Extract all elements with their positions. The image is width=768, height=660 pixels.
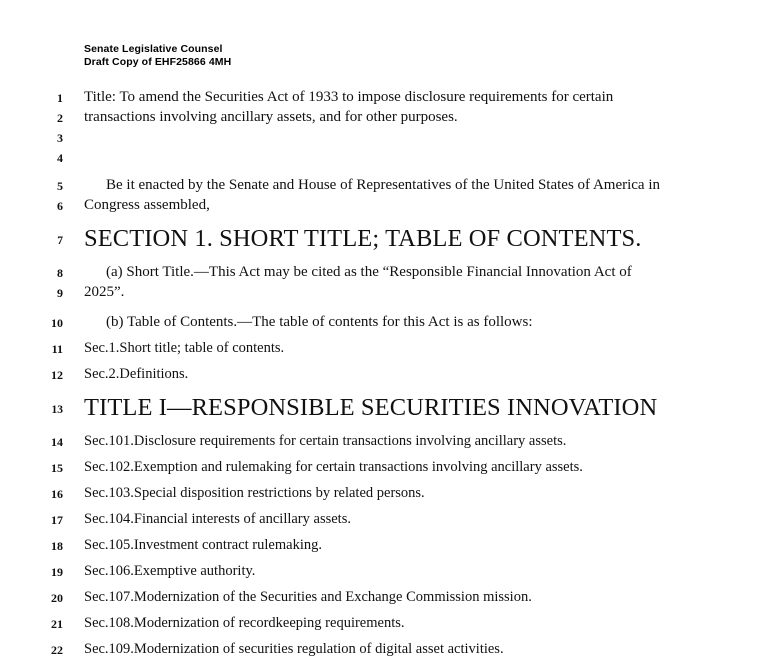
- document-line: [0, 640, 768, 660]
- draft-header-office: Senate Legislative Counsel: [84, 43, 223, 55]
- line-number: 8: [57, 266, 63, 280]
- section-heading: SECTION 1. SHORT TITLE; TABLE OF CONTENTS.: [84, 225, 642, 252]
- document-line: [0, 108, 768, 128]
- line-number: 4: [57, 151, 63, 165]
- document-line: [0, 148, 768, 168]
- numbered-line-list: [0, 88, 768, 660]
- line-number: 9: [57, 286, 63, 300]
- document-line: [0, 536, 768, 556]
- document-line: [0, 588, 768, 608]
- line-content: Sec.106.Exemptive authority.: [84, 563, 256, 579]
- line-content: Sec.102.Exemption and rulemaking for certain transactions involving ancillary assets.: [84, 459, 583, 475]
- section-heading: TITLE I—RESPONSIBLE SECURITIES INNOVATION: [84, 394, 658, 421]
- line-number: 12: [51, 368, 63, 382]
- document-line: [0, 339, 768, 359]
- line-content: Sec.105.Investment contract rulemaking.: [84, 537, 322, 553]
- document-line: [0, 484, 768, 504]
- line-number: 17: [51, 513, 63, 527]
- document-line: [0, 263, 768, 283]
- line-content: Sec.1.Short title; table of contents.: [84, 340, 285, 356]
- document-line: [0, 196, 768, 216]
- line-content: Sec.101.Disclosure requirements for certain transactions involving ancillary assets.: [84, 433, 567, 449]
- document-line: [0, 176, 768, 196]
- line-content: (a) Short Title.—This Act may be cited as the “Responsible Financial Innovation Act of: [106, 264, 632, 280]
- line-content: Sec.108.Modernization of recordkeeping requirements.: [84, 615, 405, 631]
- draft-header-copy-id: Draft Copy of EHF25866 4MH: [84, 55, 232, 68]
- line-number: 19: [51, 565, 63, 579]
- line-content: Congress assembled,: [84, 197, 210, 213]
- line-content: Sec.107.Modernization of the Securities and Exchange Commission mission.: [84, 589, 532, 605]
- line-content: 2025”.: [84, 284, 125, 300]
- document-line: [0, 393, 768, 425]
- line-content: Title: To amend the Securities Act of 1933 to impose disclosure requirements for certain: [84, 89, 614, 105]
- line-content: [63, 148, 768, 167]
- document-line: [0, 88, 768, 108]
- line-content: (b) Table of Contents.—The table of contents for this Act is as follows:: [106, 314, 533, 330]
- line-number: 14: [51, 435, 63, 449]
- line-number: 3: [57, 131, 63, 145]
- line-content: Sec.103.Special disposition restrictions by related persons.: [84, 485, 425, 501]
- line-number: 22: [51, 643, 63, 657]
- line-number: 7: [57, 235, 63, 247]
- line-number: 21: [51, 617, 63, 631]
- document-line: [0, 128, 768, 148]
- line-number: 13: [51, 404, 63, 416]
- line-number: 1: [57, 91, 63, 105]
- line-content: Sec.104.Financial interests of ancillary assets.: [84, 511, 351, 527]
- line-content: [63, 128, 768, 147]
- line-content: Sec.2.Definitions.: [84, 366, 189, 382]
- line-content: Sec.109.Modernization of securities regulation of digital asset activities.: [84, 641, 504, 657]
- document-line: [0, 313, 768, 333]
- document-line: [0, 458, 768, 478]
- document-line: [0, 614, 768, 634]
- line-content: Be it enacted by the Senate and House of Representatives of the United States of America in: [106, 177, 660, 193]
- document-line: [0, 283, 768, 303]
- line-content: transactions involving ancillary assets, and for other purposes.: [84, 109, 458, 125]
- draft-header: [84, 43, 231, 68]
- document-line: [0, 510, 768, 530]
- line-number: 11: [51, 342, 63, 356]
- line-number: 10: [51, 316, 63, 330]
- document-line: [0, 432, 768, 452]
- document-line: [0, 365, 768, 385]
- document-line: [0, 224, 768, 256]
- line-number: 15: [51, 461, 63, 475]
- document-line: [0, 562, 768, 582]
- line-number: 18: [51, 539, 63, 553]
- line-number: 16: [51, 487, 63, 501]
- line-number: 2: [57, 111, 63, 125]
- line-number: 20: [51, 591, 63, 605]
- line-number: 6: [57, 199, 63, 213]
- line-number: 5: [57, 179, 63, 193]
